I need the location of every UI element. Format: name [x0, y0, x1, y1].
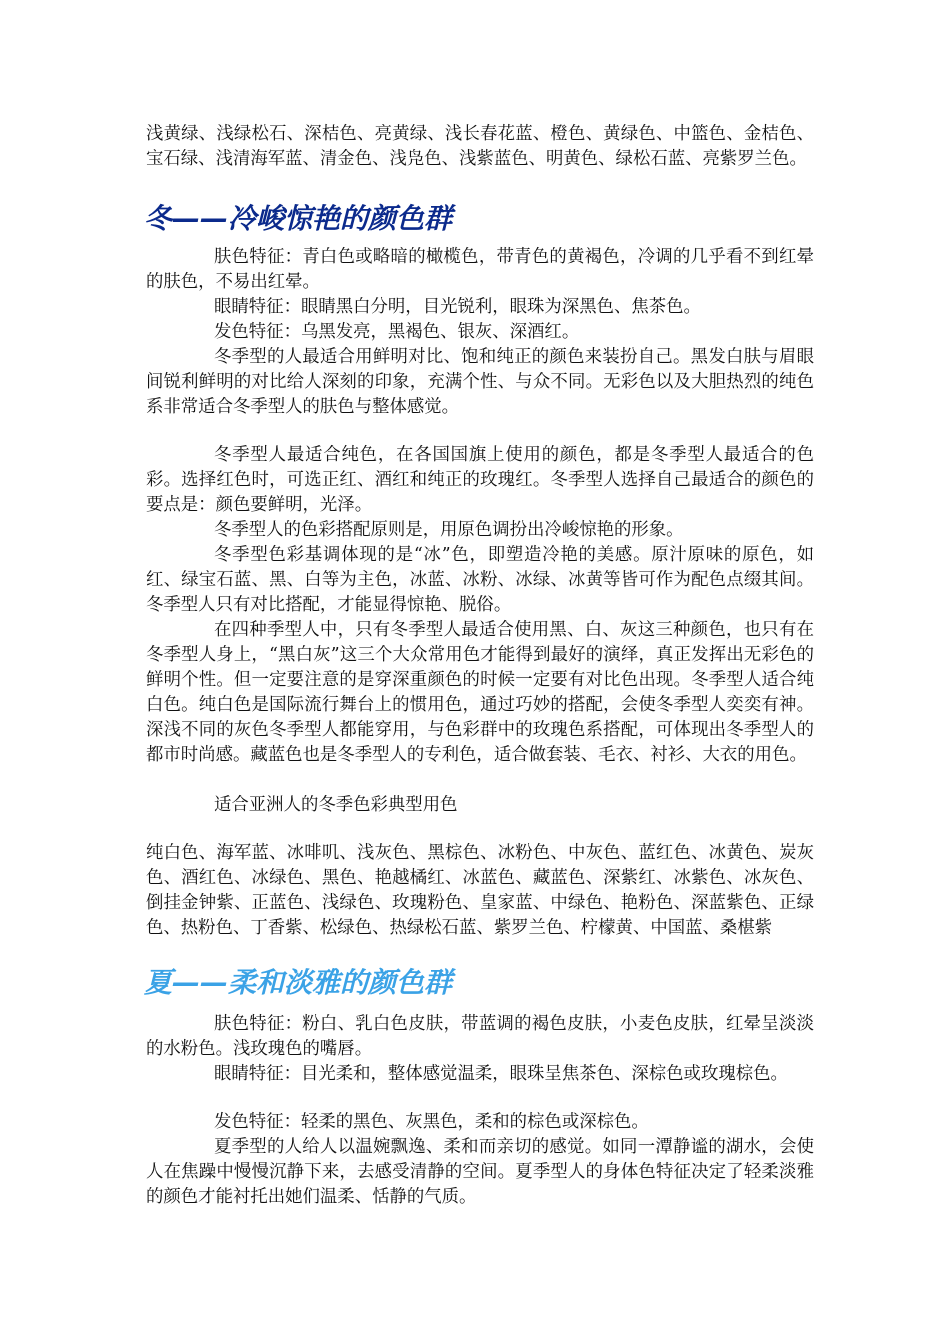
summer-eye-feature: 眼睛特征：目光柔和，整体感觉温柔，眼珠呈焦茶色、深棕色或玫瑰棕色。 — [214, 1064, 788, 1084]
intro-color-list: 浅黄绿、浅绿松石、深桔色、亮黄绿、浅长春花蓝、橙色、黄绿色、中篮色、金桔色、宝石绿、浅清海军蓝、清金色、浅凫色、浅紫蓝色、明黄色、绿松石蓝、亮紫罗兰色。 — [146, 124, 814, 169]
summer-heading: 夏——柔和淡雅的颜色群 — [144, 966, 453, 999]
winter-eye-feature: 眼睛特征：眼睛黑白分明，目光锐利，眼珠为深黑色、焦茶色。 — [214, 297, 701, 317]
winter-paragraph-3: 冬季型人的色彩搭配原则是，用原色调扮出冷峻惊艳的形象。 — [214, 520, 684, 540]
summer-skin-feature: 肤色特征：粉白、乳白色皮肤，带蓝调的褐色皮肤，小麦色皮肤，红晕呈淡淡的水粉色。浅玫瑰色的嘴唇。 — [146, 1014, 814, 1059]
winter-paragraph-1: 冬季型的人最适合用鲜明对比、饱和纯正的颜色来装扮自己。黑发白肤与眉眼间锐利鲜明的对比给人深刻的印象，充满个性、与众不同。无彩色以及大胆热烈的纯色系非常适合冬季型人的肤色与整体感觉。 — [146, 347, 814, 417]
winter-paragraph-5: 在四种季型人中，只有冬季型人最适合使用黑、白、灰这三种颜色，也只有在冬季型人身上，“黑白灰”这三个大众常用色才能得到最好的演绎，真正发挥出无彩色的鲜明个性。但一定要注意的是穿深重颜色的时候一定要有对比色出现。冬季型人适合纯白色。纯白色是国际流行舞台上的惯用色，通过巧妙的搭配，会使冬季型人奕奕有神。深浅不同的灰色冬季型人都能穿用，与色彩群中的玫瑰色系搭配，可体现出冬季型人的都市时尚感。藏蓝色也是冬季型人的专利色，适合做套装、毛衣、衬衫、大衣的用色。 — [146, 620, 814, 765]
winter-typical-label: 适合亚洲人的冬季色彩典型用色 — [214, 795, 458, 815]
winter-heading: 冬——冷峻惊艳的颜色群 — [144, 202, 453, 235]
winter-paragraph-4: 冬季型色彩基调体现的是“冰”色，即塑造冷艳的美感。原汁原味的原色，如红、绿宝石蓝、黑、白等为主色，冰蓝、冰粉、冰绿、冰黄等皆可作为配色点缀其间。冬季型人只有对比搭配，才能显得惊艳、脱俗。 — [146, 545, 814, 615]
winter-hair-feature: 发色特征：乌黑发亮，黑褐色、银灰、深酒红。 — [214, 322, 580, 342]
summer-hair-feature: 发色特征：轻柔的黑色、灰黑色，柔和的棕色或深棕色。 — [214, 1112, 649, 1132]
winter-skin-feature: 肤色特征：青白色或略暗的橄榄色，带青色的黄褐色，冷调的几乎看不到红晕的肤色，不易出红晕。 — [146, 247, 814, 292]
winter-paragraph-2: 冬季型人最适合纯色，在各国国旗上使用的颜色，都是冬季型人最适合的色彩。选择红色时，可选正红、酒红和纯正的玫瑰红。冬季型人选择自己最适合的颜色的要点是：颜色要鲜明，光泽。 — [146, 445, 814, 515]
summer-paragraph-1: 夏季型的人给人以温婉飘逸、柔和而亲切的感觉。如同一潭静谧的湖水，会使人在焦躁中慢慢沉静下来，去感受清静的空间。夏季型人的身体色特征决定了轻柔淡雅的颜色才能衬托出她们温柔、恬静的气质。 — [146, 1137, 814, 1207]
winter-typical-color-list: 纯白色、海军蓝、冰啡叽、浅灰色、黑棕色、冰粉色、中灰色、蓝红色、冰黄色、炭灰色、酒红色、冰绿色、黑色、艳越橘红、冰蓝色、藏蓝色、深紫红、冰紫色、冰灰色、倒挂金钟紫、正蓝色、浅绿色、玫瑰粉色、皇家蓝、中绿色、艳粉色、深蓝紫色、正绿色、热粉色、丁香紫、松绿色、热绿松石蓝、紫罗兰色、柠檬黄、中国蓝、桑椹紫 — [146, 843, 814, 938]
